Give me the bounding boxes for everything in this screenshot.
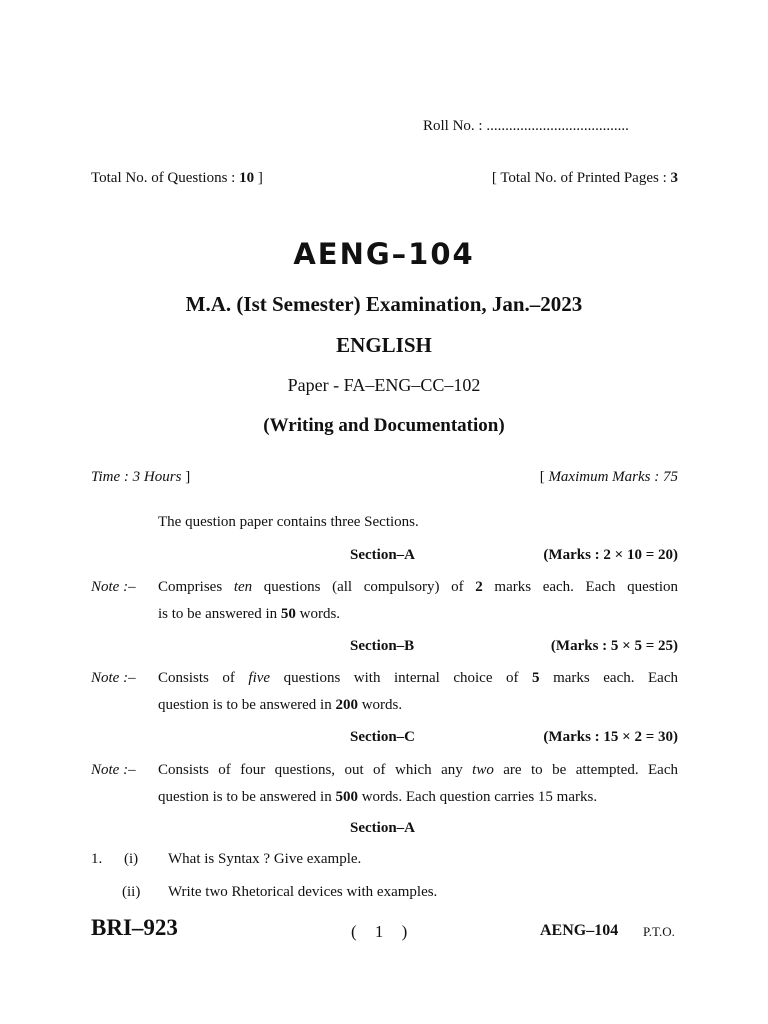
instructions-intro: The question paper contains three Sections.: [158, 514, 419, 530]
section-c-heading: Section–C: [350, 729, 415, 745]
footer-right-code: AENG–104: [540, 922, 619, 939]
total-questions-close: ]: [254, 170, 263, 186]
total-questions-value: 10: [239, 170, 255, 186]
note-label: Note :–: [91, 670, 136, 686]
paper-subtitle: (Writing and Documentation): [263, 415, 505, 436]
section-a-note-line-2: is to be answered in 50 words.: [158, 606, 341, 622]
note-label: Note :–: [91, 762, 136, 778]
printed-pages: [492, 170, 678, 187]
section-c-note: [158, 757, 678, 811]
total-questions: [91, 170, 263, 187]
max-marks-open: [: [539, 469, 549, 485]
section-c-note-line-2: question is to be answered in 500 words. Each question carries 15 marks.: [158, 789, 598, 805]
question-item-label: (ii): [122, 884, 141, 900]
time-close: ]: [181, 469, 191, 485]
section-c-marks: (Marks : 15 × 2 = 30): [543, 729, 678, 745]
paper-number: Paper - FA–ENG–CC–102: [287, 375, 481, 395]
section-c-note-line-1: Consists of four questions, out of which any two are to be attempted. Each: [158, 762, 678, 778]
page-number: ( 1 ): [351, 922, 408, 941]
max-marks-text: Maximum Marks : 75: [548, 469, 678, 485]
section-a-note-line-1: Comprises ten questions (all compulsory) of 2 marks each. Each question: [158, 579, 678, 595]
questions-section-heading: Section–A: [350, 820, 415, 836]
maximum-marks: [540, 469, 678, 486]
section-b-heading: Section–B: [350, 638, 415, 654]
question-item-text: Write two Rhetorical devices with examples.: [168, 884, 438, 900]
note-label: Note :–: [91, 579, 136, 595]
question-item-text: What is Syntax ? Give example.: [168, 851, 362, 867]
question-number: 1.: [91, 851, 103, 867]
question-item-label: (i): [124, 851, 139, 867]
section-a-marks: (Marks : 2 × 10 = 20): [543, 547, 678, 563]
time-text: Time : 3 Hours: [91, 469, 182, 485]
total-questions-label: Total No. of Questions :: [91, 170, 240, 186]
printed-pages-value: 3: [670, 170, 678, 186]
section-b-note: [158, 665, 678, 719]
exam-title: M.A. (Ist Semester) Examination, Jan.–2023: [185, 292, 583, 316]
subject-title: ENGLISH: [336, 333, 432, 357]
section-b-marks: (Marks : 5 × 5 = 25): [550, 638, 678, 654]
footer-left-code: BRI–923: [91, 915, 178, 940]
section-a-note: [158, 574, 678, 628]
paper-code-title: AENG–104: [293, 237, 475, 271]
printed-pages-label: [ Total No. of Printed Pages :: [491, 170, 671, 186]
pto-label: P.T.O.: [643, 924, 675, 939]
section-b-note-line-1: Consists of five questions with internal choice of 5 marks each. Each: [158, 670, 678, 686]
roll-number-field: Roll No. : ......................................: [423, 118, 629, 134]
section-a-heading: Section–A: [350, 547, 415, 563]
section-b-note-line-2: question is to be answered in 200 words.: [158, 697, 403, 713]
time-allowed: [91, 469, 190, 486]
